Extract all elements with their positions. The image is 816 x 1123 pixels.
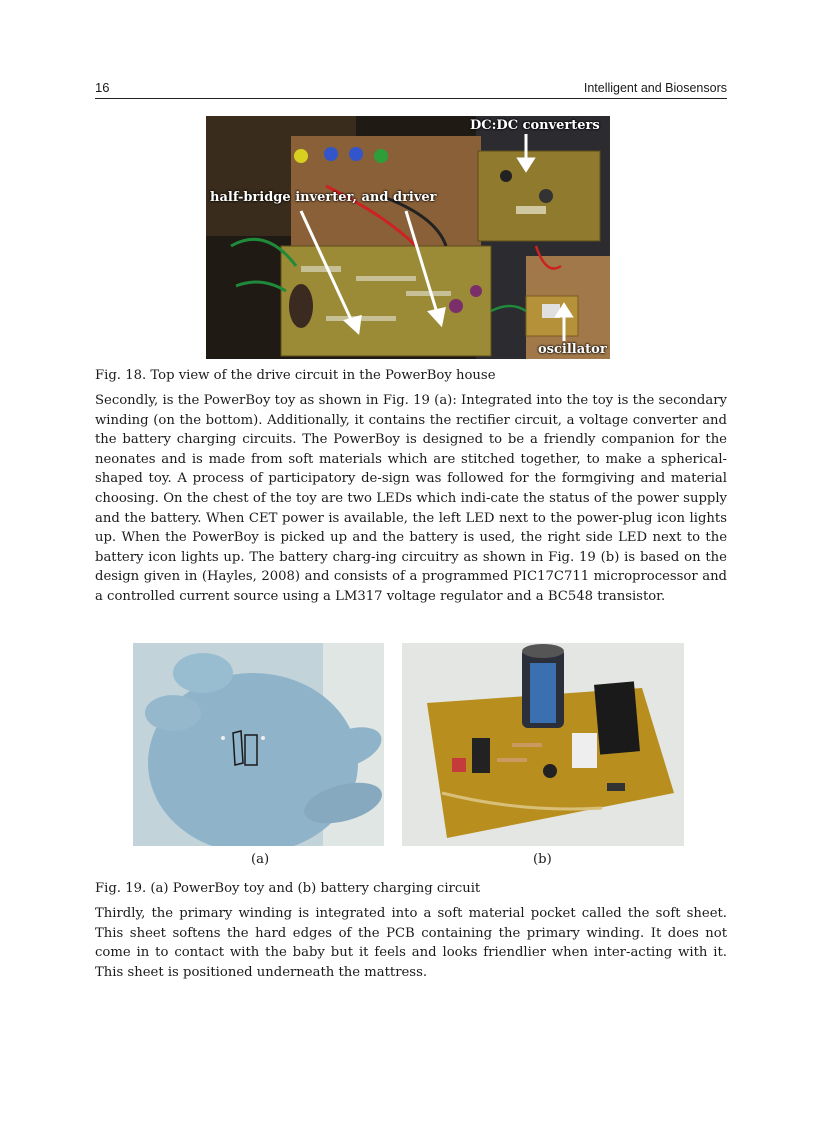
body-paragraph-2 <box>95 904 727 982</box>
running-header <box>95 80 727 99</box>
figure-19-caption: Fig. 19. (a) PowerBoy toy and (b) battery charging circuit <box>95 881 481 896</box>
label-half-bridge-inverter: half-bridge inverter, and driver <box>210 190 437 205</box>
figure-19b-sublabel: (b) <box>533 852 552 867</box>
figure-19a-photo <box>133 643 384 846</box>
figure-18-caption: Fig. 18. Top view of the drive circuit in the PowerBoy house <box>95 368 496 383</box>
powerboy-toy-illustration <box>133 643 384 846</box>
label-dcdc-converters: DC:DC converters <box>470 118 600 133</box>
paragraph-2-text: Thirdly, the primary winding is integrated into a soft material pocket called the soft sheet. This sheet softens the hard edges of the PCB containing the primary winding. It does not come in to contact with the baby but it feels and looks friendlier when inter-acting with it. This sheet is positioned underneath the mattress. <box>95 906 727 980</box>
figure-19a-sublabel: (a) <box>251 852 270 867</box>
figure-19b-photo <box>402 643 684 846</box>
body-paragraph-1 <box>95 391 727 607</box>
charging-circuit-illustration <box>402 643 684 846</box>
paragraph-1-text: Secondly, is the PowerBoy toy as shown in Fig. 19 (a): Integrated into the toy is the secondary winding (on the bottom). Additionally, it contains the rectifier circuit, a voltage converter and the battery charging circuits. The PowerBoy is designed to be a friendly companion for the neonates and is made from soft materials which are stitched together, to make a spherical-shaped toy. A process of participatory de-sign was followed for the formgiving and material choosing. On the chest of the toy are two LEDs which indi-cate the status of the power supply and the battery. When CET power is available, the left LED next to the power-plug icon lights up. When the PowerBoy is picked up and the battery is used, the right side LED next to the battery icon lights up. The battery charg-ing circuitry as shown in Fig. 19 (b) is based on the design given in (Hayles, 2008) and consists of a programmed PIC17C711 microprocessor and a controlled current source using a LM317 voltage regulator and a BC548 transistor. <box>95 393 727 604</box>
drive-circuit-illustration <box>206 116 610 359</box>
running-title: Intelligent and Biosensors <box>583 81 727 95</box>
page-number: 16 <box>95 80 110 95</box>
label-oscillator: oscillator <box>538 342 607 357</box>
figure-18-photo <box>206 116 610 359</box>
